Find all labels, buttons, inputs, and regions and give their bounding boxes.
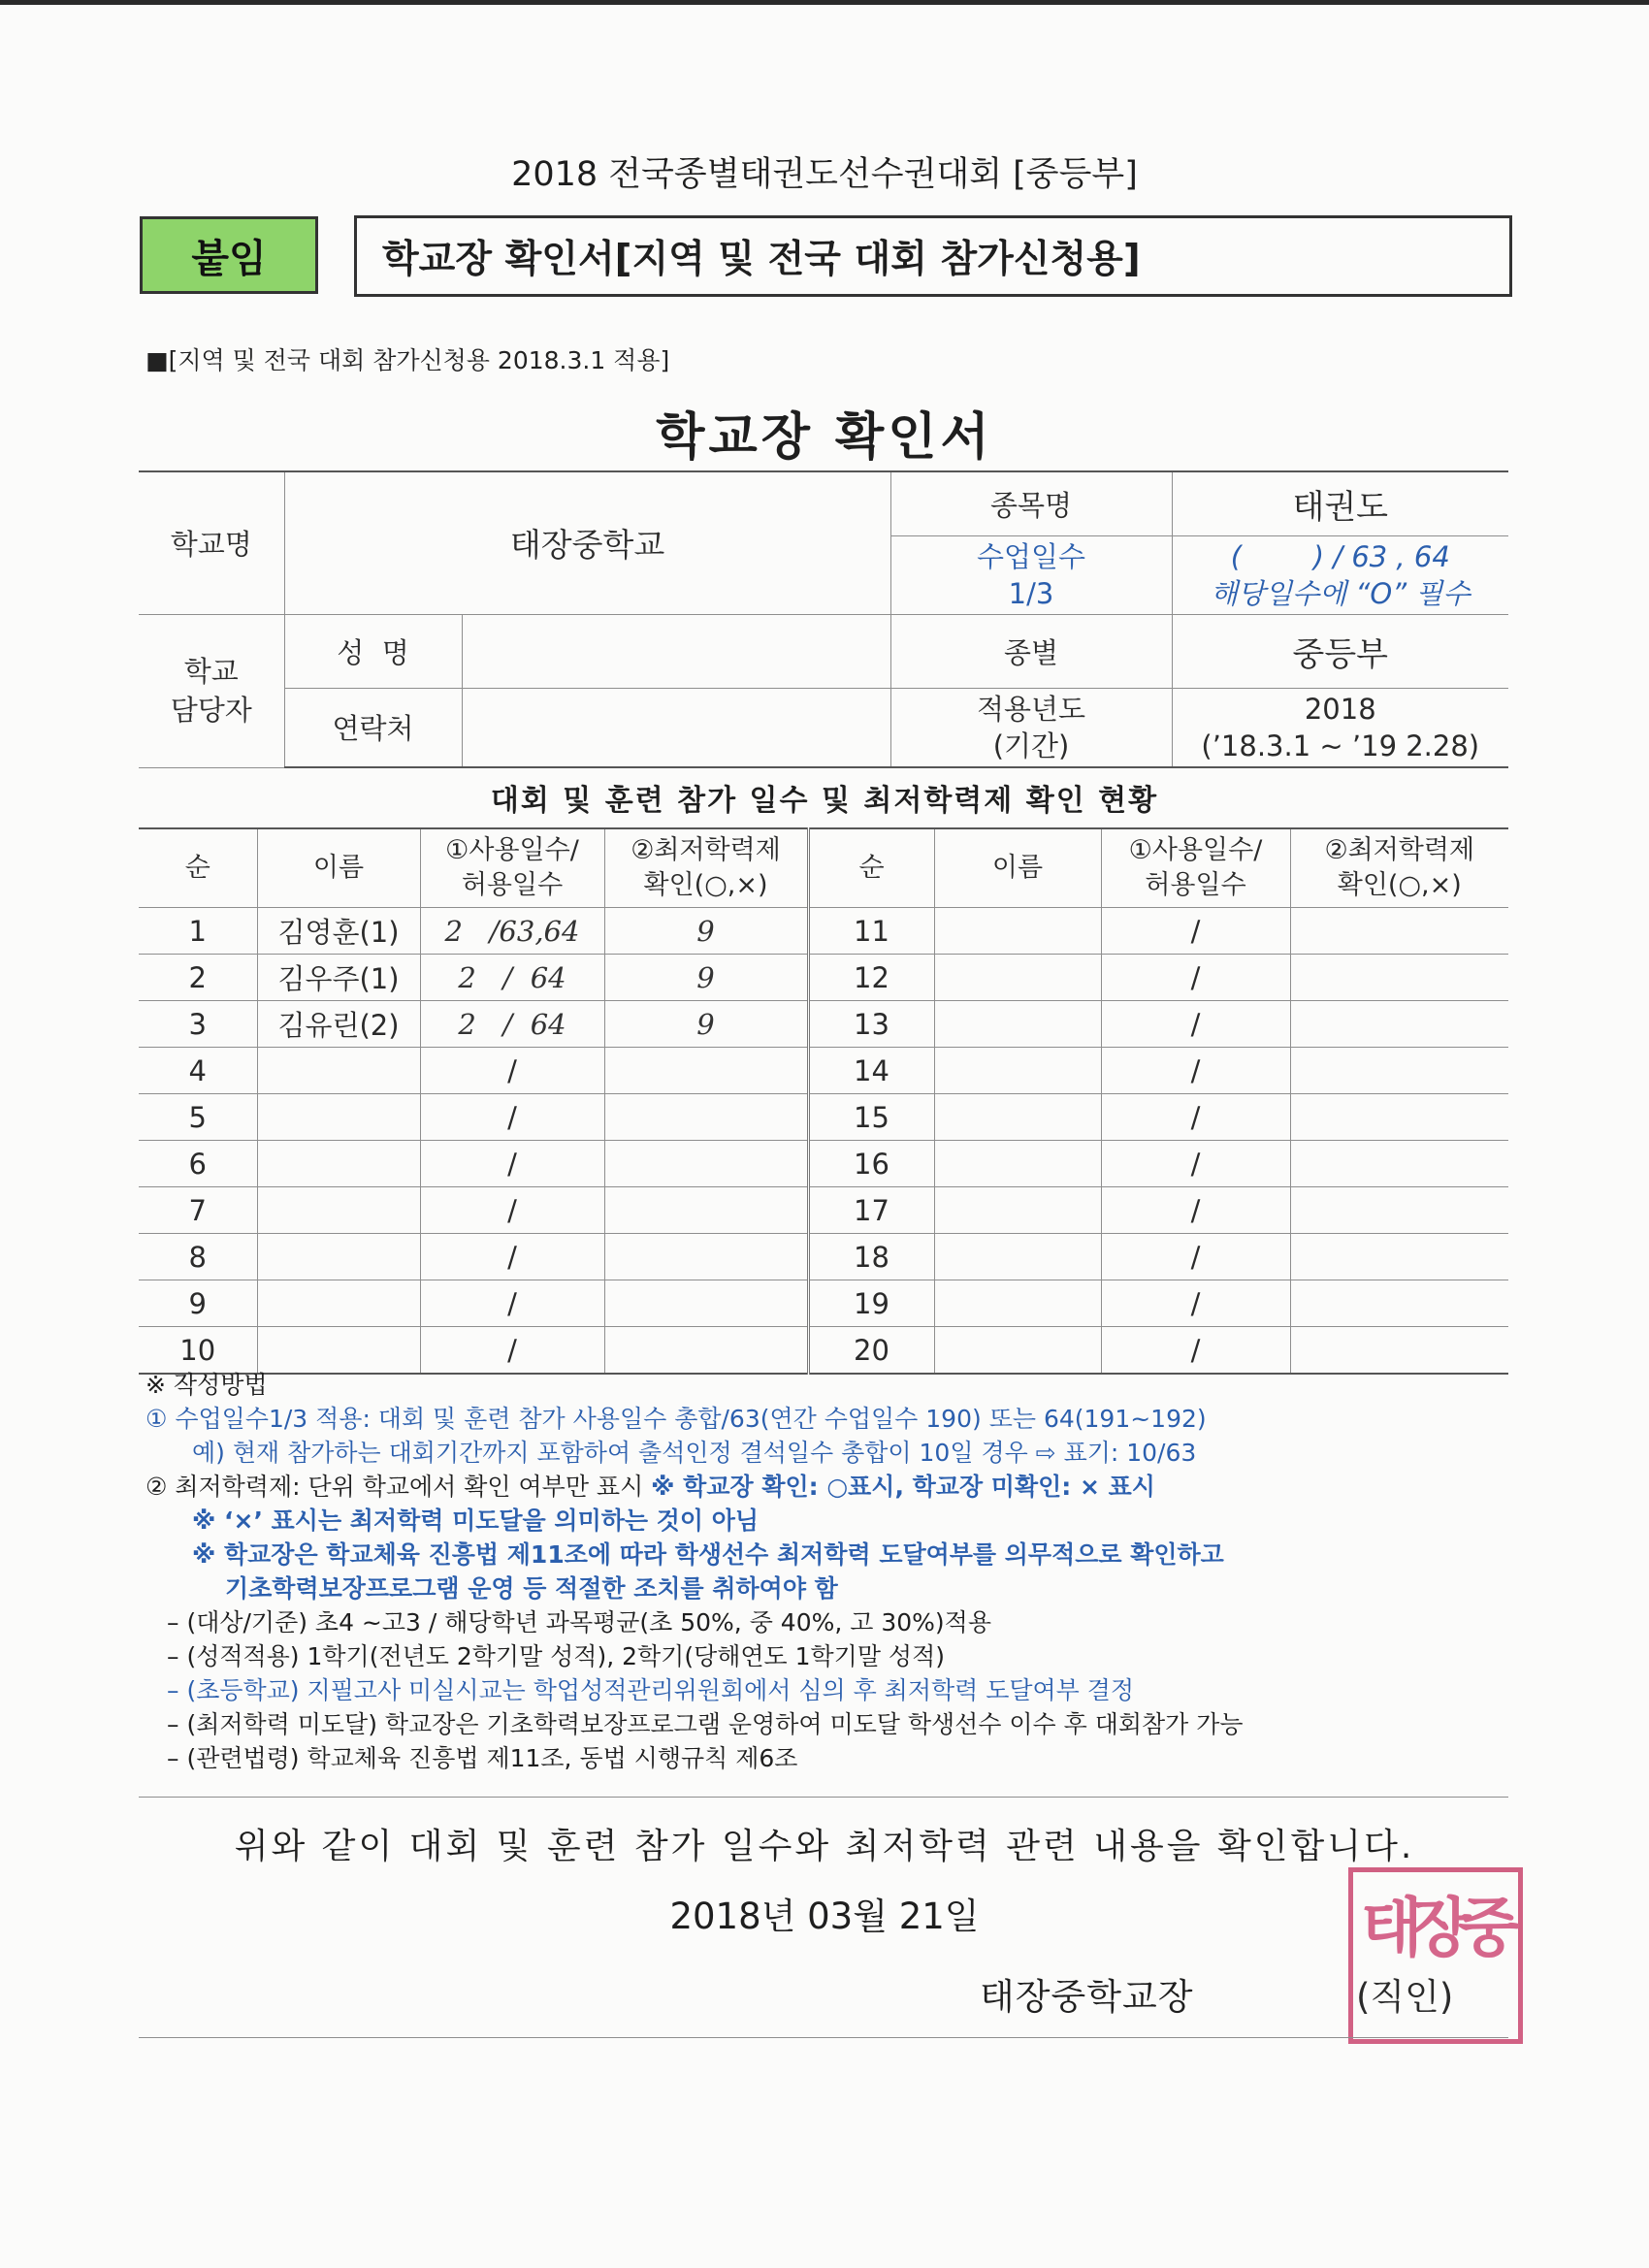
row-no-right: 20 bbox=[808, 1327, 934, 1375]
page-title: 학교장 확인서 bbox=[656, 408, 993, 467]
name-label: 성 명 bbox=[284, 614, 462, 688]
seal-char-1: 태 bbox=[1361, 1891, 1423, 1965]
row-no: 3 bbox=[139, 1001, 257, 1048]
sport-label: 종목명 bbox=[890, 471, 1172, 535]
seal-char-2: 장 bbox=[1409, 1891, 1471, 1965]
divider-bottom bbox=[139, 2037, 1508, 2038]
table-row bbox=[139, 1187, 1508, 1234]
note-4b: 기초학력보장프로그램 운영 등 적절한 조치를 취하여야 함 bbox=[225, 1574, 838, 1603]
note-1b: 예) 현재 참가하는 대회기간까지 포함하여 출석인정 결석일수 총합이 10일 경우 ⇨ 표기: 10/63 bbox=[192, 1439, 1197, 1467]
applied-note: ■[지역 및 전국 대회 참가신청용 2018.3.1 적용] bbox=[146, 346, 670, 374]
row-no: 10 bbox=[139, 1327, 257, 1375]
document-title bbox=[354, 215, 1512, 297]
contact-value bbox=[462, 688, 890, 767]
table-row bbox=[139, 908, 1508, 955]
row-check-right bbox=[1290, 1141, 1508, 1187]
table-row bbox=[139, 1094, 1508, 1141]
row-check: 9 bbox=[604, 908, 808, 955]
row-name: 김유린(2) bbox=[257, 1001, 420, 1048]
writing-instructions bbox=[146, 1368, 1523, 1775]
school-value bbox=[284, 471, 890, 614]
row-check-right bbox=[1290, 908, 1508, 955]
manager-label bbox=[139, 614, 284, 767]
row-check-right bbox=[1290, 1280, 1508, 1327]
row-no: 1 bbox=[139, 908, 257, 955]
row-no-right: 18 bbox=[808, 1234, 934, 1280]
principal-title: 태장중학교장 bbox=[980, 1976, 1194, 2018]
class-days-label-line1: 수업일수 bbox=[976, 539, 1086, 573]
row-days-right: / bbox=[1101, 1141, 1290, 1187]
col-check-right-line1: ②최저학력제 bbox=[1324, 835, 1475, 865]
note-2a: ② 최저학력제: 단위 학교에서 확인 여부만 표시 bbox=[146, 1473, 644, 1501]
row-name-right bbox=[934, 1141, 1101, 1187]
row-name bbox=[257, 1141, 420, 1187]
note-8: – (최저학력 미도달) 학교장은 기초학력보장프로그램 운영하여 미도달 학생선수 이수 후 대회참가 가능 bbox=[167, 1710, 1244, 1738]
row-name: 김영훈(1) bbox=[257, 908, 420, 955]
row-days: / bbox=[420, 1234, 604, 1280]
row-days-right: / bbox=[1101, 1187, 1290, 1234]
row-check bbox=[604, 1141, 808, 1187]
col-check-right-line2: 확인(○,×) bbox=[1337, 870, 1462, 900]
document-title-text: 학교장 확인서[지역 및 전국 대회 참가신청용] bbox=[382, 238, 1141, 281]
row-check bbox=[604, 1234, 808, 1280]
row-days-right: / bbox=[1101, 908, 1290, 955]
note-5: – (대상/기준) 초4 ~고3 / 해당학년 과목평균(초 50%, 중 40%, 고 30%)적용 bbox=[167, 1608, 991, 1636]
row-no: 5 bbox=[139, 1094, 257, 1141]
attachment-badge: 붙임 bbox=[140, 216, 318, 294]
notes-heading: ※ 작성방법 bbox=[146, 1371, 268, 1399]
class-days-label bbox=[890, 535, 1172, 614]
col-name: 이름 bbox=[257, 828, 420, 908]
school-label: 학교명 bbox=[139, 471, 284, 614]
year-value bbox=[1172, 688, 1508, 767]
table-header-row bbox=[139, 828, 1508, 908]
note-4a: ※ 학교장은 학교체육 진흥법 제11조에 따라 학생선수 최저학력 도달여부를 의무적으로 확인하고 bbox=[192, 1540, 1224, 1569]
row-check: 9 bbox=[604, 955, 808, 1001]
col-name-right: 이름 bbox=[934, 828, 1101, 908]
row-name-right bbox=[934, 1001, 1101, 1048]
seal-char-3: 중 bbox=[1458, 1891, 1520, 1965]
division-value: 중등부 bbox=[1172, 614, 1508, 688]
row-days-right: / bbox=[1101, 1280, 1290, 1327]
row-no-right: 19 bbox=[808, 1280, 934, 1327]
row-name: 김우주(1) bbox=[257, 955, 420, 1001]
row-check bbox=[604, 1280, 808, 1327]
row-days: 2 / 64 bbox=[420, 955, 604, 1001]
row-check bbox=[604, 1094, 808, 1141]
row-days-right: / bbox=[1101, 1094, 1290, 1141]
row-days-right: / bbox=[1101, 1234, 1290, 1280]
contact-label: 연락처 bbox=[284, 688, 462, 767]
row-check-right bbox=[1290, 955, 1508, 1001]
row-name-right bbox=[934, 1234, 1101, 1280]
school-value-text: 태장중학교 bbox=[509, 526, 665, 565]
table-row bbox=[139, 955, 1508, 1001]
note-7: – (초등학교) 지필고사 미실시교는 학업성적관리위원회에서 심의 후 최저학력 도달여부 결정 bbox=[167, 1676, 1135, 1704]
class-days-label-line2: 1/3 bbox=[1008, 576, 1054, 610]
row-no-right: 14 bbox=[808, 1048, 934, 1094]
confirmation-statement: 위와 같이 대회 및 훈련 참가 일수와 최저학력 관련 내용을 확인합니다. bbox=[234, 1827, 1415, 1866]
row-name bbox=[257, 1234, 420, 1280]
row-days-right: / bbox=[1101, 955, 1290, 1001]
row-check-right bbox=[1290, 1094, 1508, 1141]
row-days-right: / bbox=[1101, 1048, 1290, 1094]
row-no-right: 17 bbox=[808, 1187, 934, 1234]
section-title: 대회 및 훈련 참가 일수 및 최저학력제 확인 현황 bbox=[490, 784, 1159, 818]
row-no: 4 bbox=[139, 1048, 257, 1094]
col-days-right bbox=[1101, 828, 1290, 908]
row-no: 2 bbox=[139, 955, 257, 1001]
row-check bbox=[604, 1048, 808, 1094]
divider-top bbox=[139, 1797, 1508, 1798]
row-check-right bbox=[1290, 1001, 1508, 1048]
note-1a: ① 수업일수1/3 적용: 대회 및 훈련 참가 사용일수 총합/63(연간 수업일수 190) 또는 64(191~192) bbox=[146, 1405, 1207, 1433]
row-days: 2 /63,64 bbox=[420, 908, 604, 955]
col-check-line2: 확인(○,×) bbox=[643, 870, 768, 900]
note-9: – (관련법령) 학교체육 진흥법 제11조, 동법 시행규칙 제6조 bbox=[167, 1744, 798, 1772]
row-no-right: 16 bbox=[808, 1141, 934, 1187]
manager-label-line1: 학교 bbox=[183, 655, 239, 688]
row-name bbox=[257, 1048, 420, 1094]
class-days-value-line1: ( ) / 63 , 64 bbox=[1230, 539, 1450, 573]
year-label-line2: (기간) bbox=[992, 729, 1070, 762]
col-days-line1: ①사용일수/ bbox=[445, 835, 579, 865]
col-days-right-line2: 허용일수 bbox=[1145, 870, 1246, 900]
row-days: / bbox=[420, 1280, 604, 1327]
year-value-line1: 2018 bbox=[1304, 692, 1376, 726]
note-3: ※ ‘×’ 표시는 최저학력 미도달을 의미하는 것이 아님 bbox=[192, 1507, 760, 1535]
note-2b: ※ 학교장 확인: ○표시, 학교장 미확인: × 표시 bbox=[651, 1473, 1155, 1501]
row-name-right bbox=[934, 908, 1101, 955]
row-no-right: 15 bbox=[808, 1094, 934, 1141]
table-row bbox=[139, 1048, 1508, 1094]
col-days-right-line1: ①사용일수/ bbox=[1128, 835, 1263, 865]
row-no-right: 11 bbox=[808, 908, 934, 955]
col-check-line1: ②최저학력제 bbox=[630, 835, 781, 865]
row-days-right: / bbox=[1101, 1327, 1290, 1375]
year-label bbox=[890, 688, 1172, 767]
col-days-line2: 허용일수 bbox=[461, 870, 564, 900]
row-check bbox=[604, 1327, 808, 1375]
row-check-right bbox=[1290, 1234, 1508, 1280]
row-check-right bbox=[1290, 1327, 1508, 1375]
table-row bbox=[139, 1001, 1508, 1048]
row-no: 8 bbox=[139, 1234, 257, 1280]
col-days bbox=[420, 828, 604, 908]
event-title: 2018 전국종별태권도선수권대회 [중등부] bbox=[511, 155, 1138, 194]
row-name bbox=[257, 1187, 420, 1234]
row-days: / bbox=[420, 1141, 604, 1187]
table-row bbox=[139, 1327, 1508, 1375]
row-check-right bbox=[1290, 1048, 1508, 1094]
info-table bbox=[139, 470, 1508, 768]
class-days-value bbox=[1172, 535, 1508, 614]
row-no-right: 12 bbox=[808, 955, 934, 1001]
table-row bbox=[139, 1234, 1508, 1280]
col-check-right bbox=[1290, 828, 1508, 908]
row-name bbox=[257, 1327, 420, 1375]
scan-top-edge bbox=[0, 0, 1649, 5]
attendance-table bbox=[139, 827, 1508, 1375]
row-days: 2 / 64 bbox=[420, 1001, 604, 1048]
row-name-right bbox=[934, 1048, 1101, 1094]
name-value bbox=[462, 614, 890, 688]
year-value-line2: (’18.3.1 ~ ’19 2.28) bbox=[1201, 729, 1480, 762]
row-check: 9 bbox=[604, 1001, 808, 1048]
row-no-right: 13 bbox=[808, 1001, 934, 1048]
confirmation-date: 2018년 03월 21일 bbox=[669, 1895, 980, 1937]
row-name-right bbox=[934, 1187, 1101, 1234]
col-check bbox=[604, 828, 808, 908]
row-days: / bbox=[420, 1048, 604, 1094]
row-name-right bbox=[934, 1280, 1101, 1327]
col-no-right: 순 bbox=[808, 828, 934, 908]
table-row bbox=[139, 1280, 1508, 1327]
manager-label-line2: 담당자 bbox=[170, 694, 252, 727]
class-days-value-line2: 해당일수에 “O” 필수 bbox=[1211, 576, 1471, 610]
row-no: 9 bbox=[139, 1280, 257, 1327]
division-label: 종별 bbox=[890, 614, 1172, 688]
row-no: 7 bbox=[139, 1187, 257, 1234]
row-name bbox=[257, 1280, 420, 1327]
table-row bbox=[139, 1141, 1508, 1187]
row-days: / bbox=[420, 1327, 604, 1375]
row-days: / bbox=[420, 1187, 604, 1234]
row-name-right bbox=[934, 1094, 1101, 1141]
row-no: 6 bbox=[139, 1141, 257, 1187]
col-no: 순 bbox=[139, 828, 257, 908]
row-name-right bbox=[934, 1327, 1101, 1375]
seal-label: (직인) bbox=[1356, 1976, 1454, 2018]
row-name bbox=[257, 1094, 420, 1141]
sport-value: 태권도 bbox=[1172, 471, 1508, 535]
row-days-right: / bbox=[1101, 1001, 1290, 1048]
row-check bbox=[604, 1187, 808, 1234]
row-name-right bbox=[934, 955, 1101, 1001]
note-6: – (성적적용) 1학기(전년도 2학기말 성적), 2학기(당해연도 1학기말 성적) bbox=[167, 1642, 945, 1670]
row-days: / bbox=[420, 1094, 604, 1141]
year-label-line1: 적용년도 bbox=[976, 692, 1086, 726]
row-check-right bbox=[1290, 1187, 1508, 1234]
note-2 bbox=[146, 1470, 1523, 1504]
